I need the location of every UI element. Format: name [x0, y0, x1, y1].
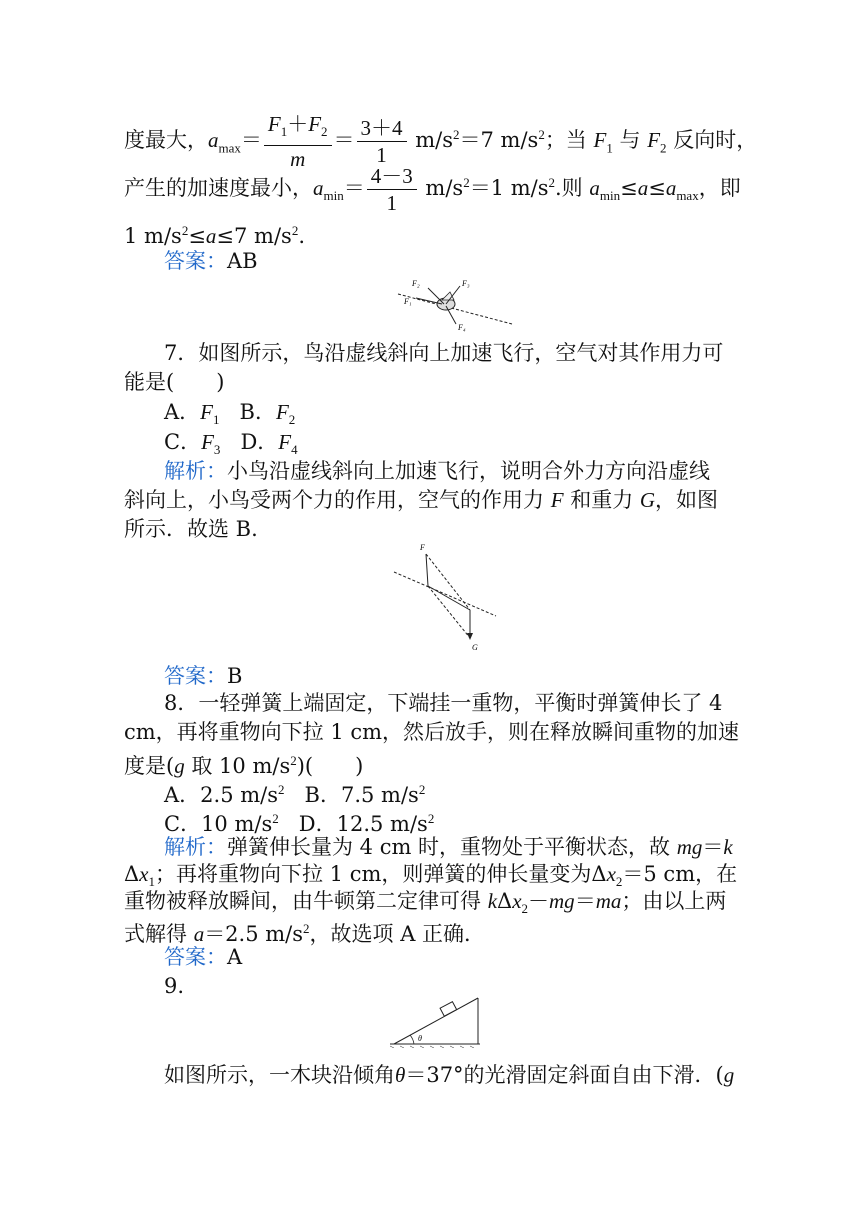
equals: ＝ — [240, 128, 262, 153]
bird-force-figure — [394, 274, 514, 334]
label-F2: F₂ — [412, 279, 420, 288]
wooden-block — [440, 1002, 457, 1017]
p6-line-1: 度最大，$a_{max}=$ $\frac{F_1+F_2}{m}$ ＝ $\frac{3+4}{1}$ $m/s^2=7$ $m/s^2$；当 $F_1$ 与 $F_2$ 反向时， — [124, 112, 758, 172]
answer-label: 答案： — [164, 249, 227, 273]
label-F1: F₁ — [404, 297, 412, 306]
arrowhead-G — [467, 633, 473, 640]
equals: ＝ — [333, 128, 355, 153]
q8-stem-2: cm，再将重物向下拉 1 cm，然后放手，则在释放瞬间重物的加速 — [124, 720, 740, 744]
q7-analysis-3: 所示．故选 B. — [124, 517, 258, 541]
q8-analysis-3: 重物被释放瞬间，由牛顿第二定律可得 kΔx$_2$－mg＝ma；由以上两 — [124, 889, 727, 917]
construction-line — [426, 554, 470, 610]
q8-stem-1: 8．一轻弹簧上端固定，下端挂一重物，平衡时弹簧伸长了 4 — [164, 691, 723, 715]
p6-line-2: 产生的加速度最小，$a_{min}=$ $\frac{4-3}{1}$ $m/s^2=1$ $m/s^2$.则 $a_{min}\le a\le a_{max}$，即 — [124, 164, 741, 215]
arrow-F — [426, 554, 428, 586]
q8-stem-3: 度是(g 取 10 $m/s^2$)( ) — [124, 753, 364, 778]
q7-analysis-2: 斜向上，小鸟受两个力的作用，空气的作用力 F 和重力 G，如图 — [124, 488, 719, 512]
var-a: a — [208, 128, 219, 153]
arrow-resultant — [428, 586, 470, 610]
q7-analysis-1: 解析：小鸟沿虚线斜向上加速飞行，说明合外力方向沿虚线 — [164, 459, 710, 483]
answer-value: AB — [227, 249, 258, 273]
incline-surface — [394, 998, 478, 1044]
q8-analysis-4: 式解得 a＝2.5 $m/s^2$，故选项 A 正确． — [124, 921, 486, 946]
answer-7 — [164, 663, 242, 689]
answer-6 — [164, 248, 258, 274]
q7-options-ab: A．$F_1$ B．$F_2$ — [164, 400, 296, 428]
fraction-3plus4: $\frac{3+4}{1}$ — [357, 115, 407, 168]
q8-analysis-2: $\Delta x_1$；再将重物向下拉 1 cm，则弹簧的伸长量变为$\Delta x_2=5$ cm，在 — [124, 862, 738, 890]
label-theta: θ — [418, 1034, 422, 1043]
text: 度最大， — [124, 128, 208, 153]
q8-analysis-1: 解析：弹簧伸长量为 4 cm 时，重物处于平衡状态，故 mg＝k — [164, 835, 733, 859]
q9-stem: 如图所示，一木块沿倾角θ＝37°的光滑固定斜面自由下滑．(g — [164, 1063, 735, 1087]
label-F: F — [420, 543, 425, 552]
answer-label: 答案： — [164, 945, 227, 969]
answer-value: B — [227, 664, 243, 688]
flight-path-dashed — [398, 294, 512, 324]
fraction-4minus3: $\frac{4-3}{1}$ — [367, 163, 417, 216]
analysis-label: 解析： — [164, 459, 227, 483]
answer-value: A — [227, 945, 243, 969]
q8-options-ab: A．2.5 $m/s^2$ B．7.5 $m/s^2$ — [164, 782, 426, 807]
answer-label: 答案： — [164, 664, 227, 688]
analysis-label: 解析： — [164, 835, 227, 859]
q9-number: 9. — [164, 974, 185, 998]
force-diagram-F-G — [392, 540, 502, 660]
label-G: G — [472, 643, 478, 652]
q8-options-cd: C．10 $m/s^2$ D．12.5 $m/s^2$ — [164, 811, 435, 836]
q7-stem-1: 7．如图所示，鸟沿虚线斜向上加速飞行，空气对其作用力可 — [164, 341, 724, 365]
angle-arc — [410, 1035, 414, 1044]
incline-figure — [388, 994, 488, 1048]
sub: max — [218, 140, 241, 156]
q7-options-cd: C．$F_3$ D．$F_4$ — [164, 430, 298, 458]
label-F4: F₄ — [458, 323, 466, 332]
answer-8 — [164, 944, 242, 970]
label-F3: F₃ — [462, 279, 470, 288]
construction-line — [428, 586, 470, 638]
q7-stem-2: 能是( ) — [124, 370, 225, 394]
p6-line-3: 1 $m/s^2\le a\le 7$ $m/s^2$. — [124, 223, 306, 248]
fraction-f1f2-over-m: $\frac{F_1+F_2}{m}$ — [264, 111, 332, 172]
